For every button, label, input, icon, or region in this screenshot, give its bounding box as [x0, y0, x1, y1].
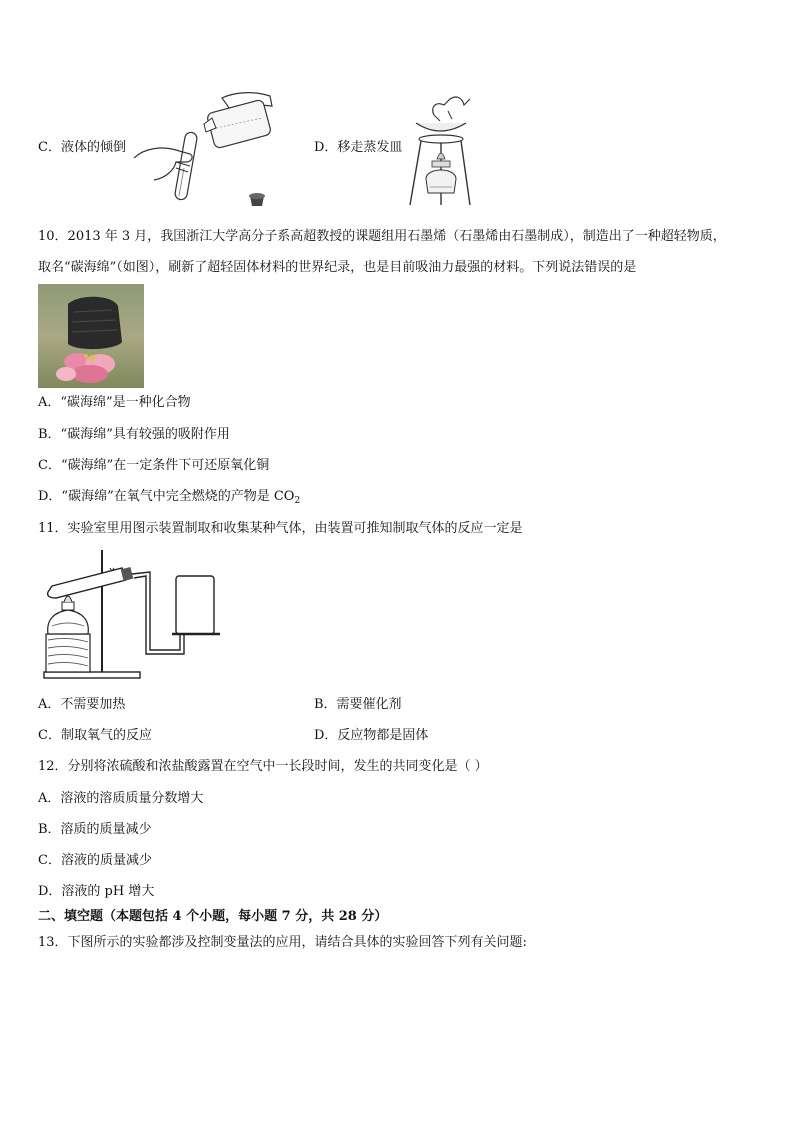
q10-option-c: C．“碳海绵”在一定条件下可还原氧化铜: [38, 458, 270, 473]
carbon-sponge-photo: [38, 284, 144, 388]
q12-option-c: C．溶液的质量减少: [38, 853, 152, 868]
q11-option-b: B．需要催化剂: [314, 697, 402, 712]
q10-stem-line2: 取名“碳海绵”（如图），刷新了超轻固体材料的世界纪录，也是目前吸油力最强的材料。下列说法错误的是: [38, 260, 637, 275]
gas-apparatus-figure: [40, 546, 222, 686]
evaporating-dish-figure: [404, 95, 476, 210]
q12-stem: 12．分别将浓硫酸和浓盐酸露置在空气中一长段时间，发生的共同变化是（ ）: [38, 759, 488, 774]
q11-option-c: C．制取氧气的反应: [38, 728, 152, 743]
q10-option-d: D．“碳海绵”在氧气中完全燃烧的产物是 $CO_2$: [38, 489, 301, 506]
q11-stem: 11．实验室里用图示装置制取和收集某种气体，由装置可推知制取气体的反应一定是: [38, 521, 523, 536]
liquid-pouring-figure: [132, 88, 282, 213]
q10-option-b: B．“碳海绵”具有较强的吸附作用: [38, 427, 230, 442]
q13-stem: 13．下图所示的实验都涉及控制变量法的应用，请结合具体的实验回答下列有关问题:: [38, 935, 527, 950]
q10-option-a: A．“碳海绵”是一种化合物: [38, 395, 191, 410]
q12-option-b: B．溶质的质量减少: [38, 822, 152, 837]
q11-option-d: D．反应物都是固体: [314, 728, 429, 743]
q11-option-a: A．不需要加热: [38, 697, 126, 712]
q12-option-a: A．溶液的溶质质量分数增大: [38, 791, 204, 806]
q9-option-c: C．液体的倾倒: [38, 140, 126, 155]
q9-option-d: D．移走蒸发皿: [314, 140, 403, 155]
q10-stem-line1: 10．2013 年 3 月，我国浙江大学高分子系高超教授的课题组用石墨烯（石墨烯由石墨制成），制造出了一种超轻物质，: [38, 229, 726, 244]
section-heading: 二、填空题（本题包括 4 个小题，每小题 7 分，共 28 分）: [38, 909, 388, 924]
q12-option-d: D．溶液的 pH 增大: [38, 884, 155, 899]
